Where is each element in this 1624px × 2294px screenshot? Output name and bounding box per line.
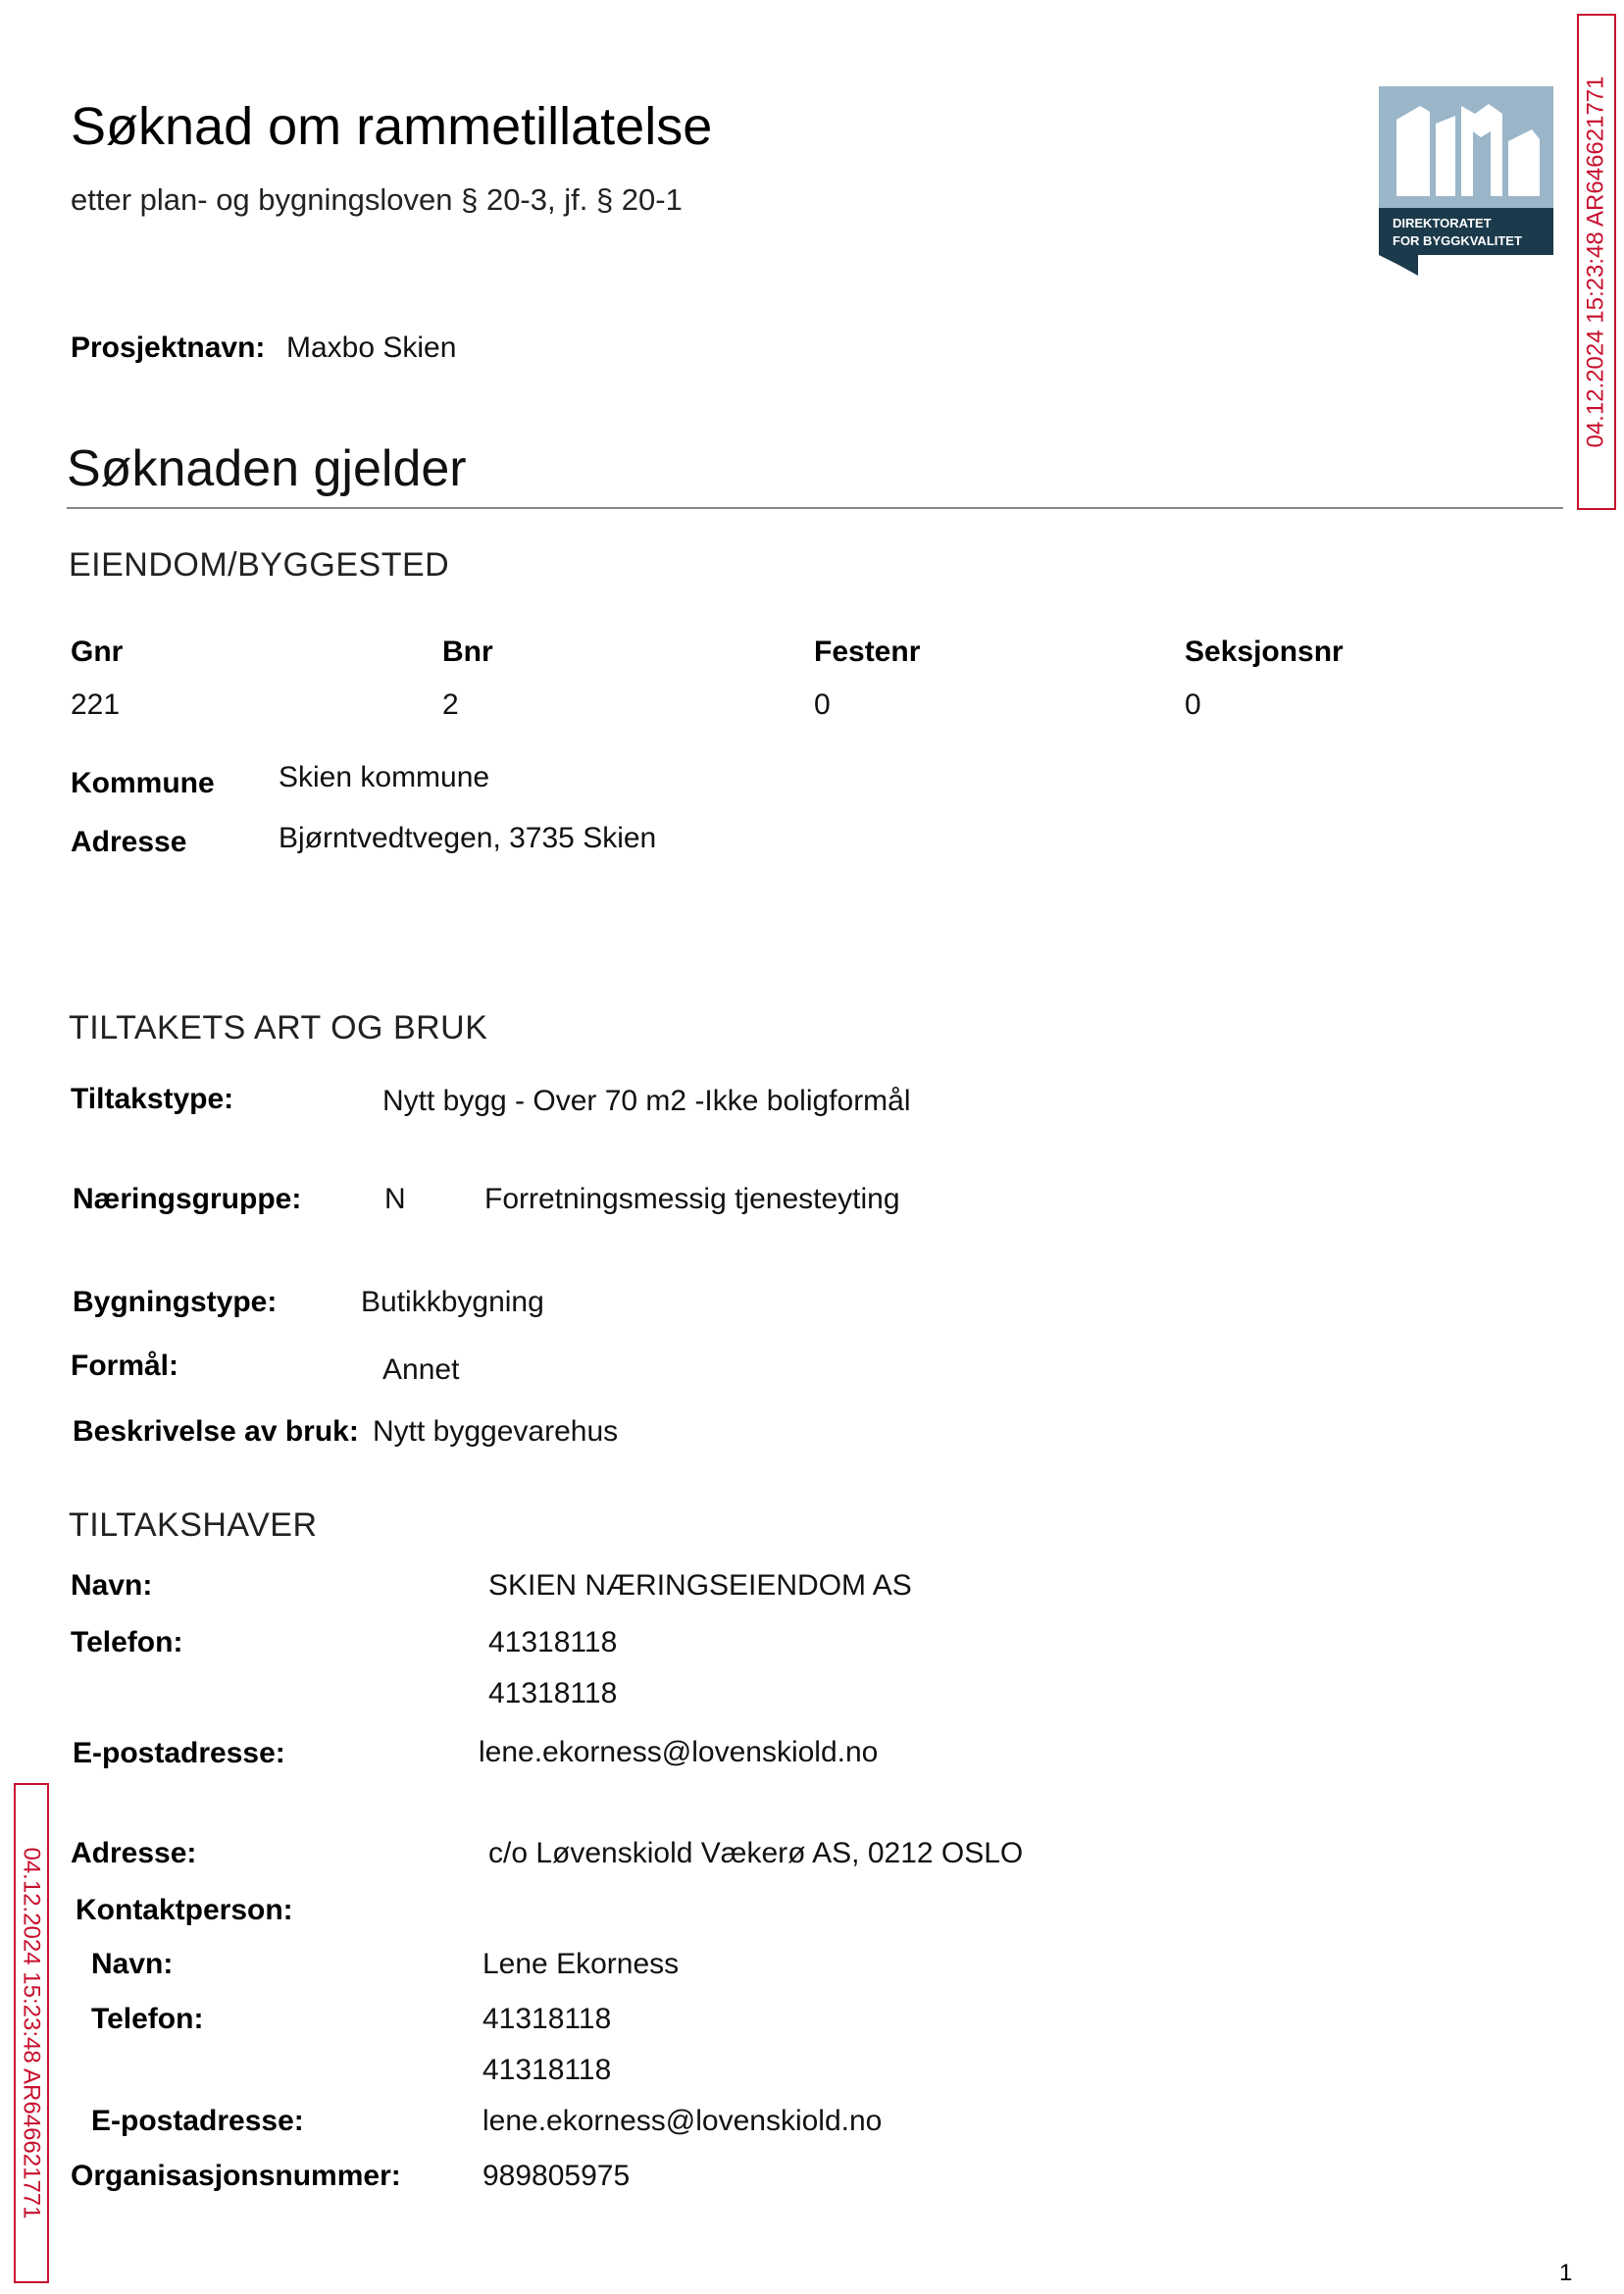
kommune-label: Kommune [71, 767, 215, 799]
gnr-value: 221 [71, 688, 121, 721]
kommune-value: Skien kommune [279, 761, 490, 793]
section-title: Søknaden gjelder [67, 440, 467, 497]
bygningstype-value: Butikkbygning [361, 1286, 544, 1318]
logo-line1: DIREKTORATET [1393, 216, 1492, 230]
festenr-value: 0 [814, 688, 831, 721]
bnr-label: Bnr [442, 636, 493, 668]
tiltakshaver-epost-value: lene.ekorness@lovenskiold.no [479, 1736, 879, 1768]
logo-line2: FOR BYGGKVALITET [1393, 233, 1522, 248]
adresse-label: Adresse [71, 826, 187, 858]
tiltakshaver-adresse-label: Adresse: [71, 1837, 197, 1869]
tiltakshaver-telefon-label: Telefon: [71, 1626, 183, 1658]
tiltakshaver-telefon-value-2: 41318118 [488, 1677, 618, 1709]
kontakt-epost-value: lene.ekorness@lovenskiold.no [482, 2105, 883, 2137]
tiltakshaver-epost-label: E-postadresse: [73, 1737, 285, 1769]
bnr-value: 2 [442, 688, 459, 721]
project-name-label: Prosjektnavn: [71, 331, 266, 364]
seksjonsnr-label: Seksjonsnr [1185, 636, 1344, 668]
kontakt-telefon-value-2: 41318118 [482, 2054, 612, 2086]
seksjonsnr-value: 0 [1185, 688, 1201, 721]
project-name-value: Maxbo Skien [286, 331, 457, 364]
formal-value: Annet [382, 1353, 460, 1386]
tiltak-heading: TILTAKETS ART OG BRUK [69, 1009, 488, 1046]
adresse-value: Bjørntvedtvegen, 3735 Skien [279, 822, 657, 854]
gnr-label: Gnr [71, 636, 124, 668]
kontakt-navn-label: Navn: [91, 1948, 174, 1980]
tiltakshaver-adresse-value: c/o Løvenskiold Vækerø AS, 0212 OSLO [488, 1837, 1024, 1869]
document-subtitle: etter plan- og bygningsloven § 20-3, jf. § 20-1 [71, 182, 683, 217]
kontakt-navn-value: Lene Ekorness [482, 1948, 680, 1980]
bygningstype-label: Bygningstype: [73, 1286, 278, 1318]
kontakt-epost-label: E-postadresse: [91, 2105, 304, 2137]
dibk-logo [1379, 86, 1553, 276]
tiltakshaver-telefon-value-1: 41318118 [488, 1626, 618, 1658]
archive-stamp-top: 04.12.2024 15:23:48 AR646621771 [1577, 14, 1616, 510]
formal-label: Formål: [71, 1350, 179, 1382]
tiltakshaver-navn-value: SKIEN NÆRINGSEIENDOM AS [488, 1569, 912, 1602]
tiltakshaver-navn-label: Navn: [71, 1569, 153, 1602]
orgnr-value: 989805975 [482, 2160, 631, 2192]
beskrivelse-value: Nytt byggevarehus [373, 1415, 619, 1448]
tiltakstype-value: Nytt bygg - Over 70 m2 -Ikke boligformål [382, 1085, 911, 1117]
festenr-label: Festenr [814, 636, 921, 668]
section-divider [67, 507, 1563, 509]
page-number: 1 [1559, 2260, 1573, 2286]
kontakt-telefon-label: Telefon: [91, 2003, 204, 2035]
eiendom-heading: EIENDOM/BYGGESTED [69, 546, 450, 584]
naeringsgruppe-code: N [384, 1183, 406, 1215]
tiltakshaver-heading: TILTAKSHAVER [69, 1506, 318, 1544]
naeringsgruppe-value: Forretningsmessig tjenesteyting [484, 1183, 900, 1215]
tiltakstype-label: Tiltakstype: [71, 1083, 234, 1115]
beskrivelse-label: Beskrivelse av bruk: [73, 1415, 359, 1448]
document-title: Søknad om rammetillatelse [71, 97, 713, 156]
kontaktperson-label: Kontaktperson: [76, 1894, 293, 1926]
archive-stamp-bottom: 04.12.2024 15:23:48 AR646621771 [14, 1783, 49, 2283]
kontakt-telefon-value-1: 41318118 [482, 2003, 612, 2035]
orgnr-label: Organisasjonsnummer: [71, 2160, 401, 2192]
naeringsgruppe-label: Næringsgruppe: [73, 1183, 302, 1215]
